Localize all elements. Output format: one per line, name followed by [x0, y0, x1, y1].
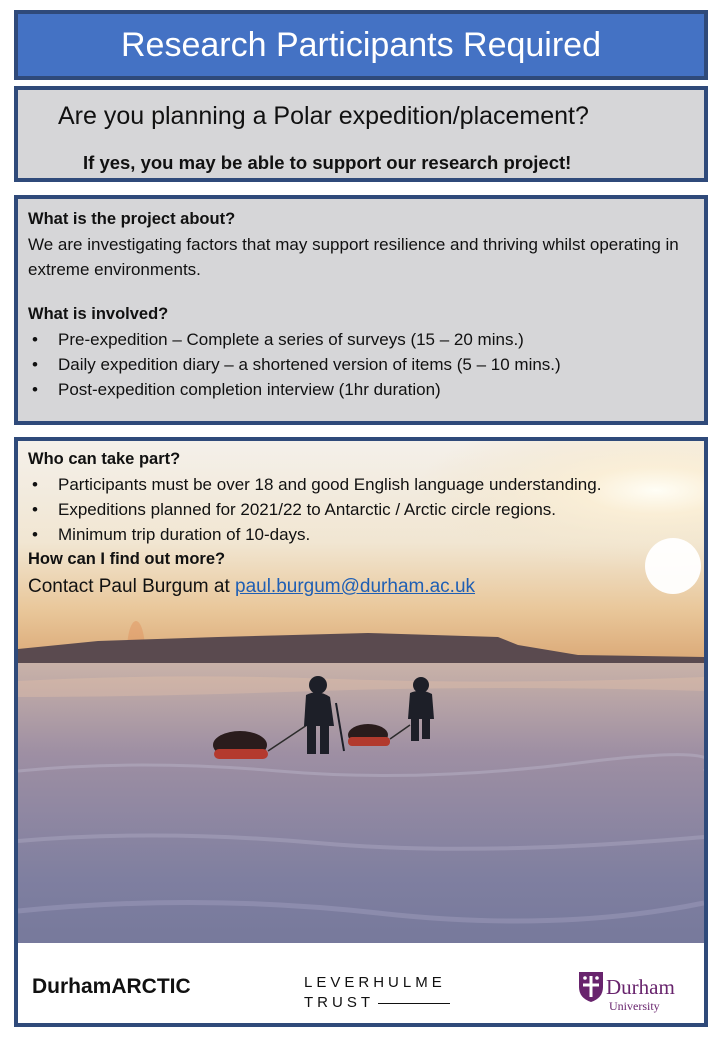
involved-item: • Daily expedition diary – a shortened version of items (5 – 10 mins.): [28, 352, 694, 377]
contact-prefix: Contact Paul Burgum at: [28, 576, 235, 597]
intro-question: Are you planning a Polar expedition/placement?: [58, 102, 589, 130]
durham-name: Durham: [606, 975, 675, 999]
durham-sub: University: [609, 999, 660, 1013]
eligibility-item: • Expeditions planned for 2021/22 to Antarctic / Arctic circle regions.: [28, 497, 601, 522]
page-title: Research Participants Required: [120, 26, 602, 64]
durham-crest-icon: [578, 971, 604, 1003]
eligibility-list: [28, 472, 601, 547]
involved-list: [28, 327, 694, 402]
eligibility-item: • Minimum trip duration of 10-days.: [28, 522, 601, 547]
involved-heading: What is involved?: [28, 305, 169, 323]
leverhulme-logo-line2: TRUST: [304, 994, 374, 1011]
involved-item: • Pre-expedition – Complete a series of surveys (15 – 20 mins.): [28, 327, 694, 352]
contact-email-link[interactable]: paul.burgum@durham.ac.uk: [235, 576, 476, 597]
eligibility-heading: Who can take part?: [28, 450, 181, 468]
leverhulme-logo-line1: LEVERHULME: [304, 974, 446, 991]
logo-bar: [18, 943, 704, 1023]
eligibility-item: • Participants must be over 18 and good English language understanding.: [28, 472, 601, 497]
title-banner: [14, 10, 708, 80]
project-info-panel: [14, 195, 708, 425]
durham-arctic-logo: DurhamARCTIC: [32, 975, 191, 998]
photo-panel: [14, 437, 708, 1027]
involved-item: • Post-expedition completion interview (1hr duration): [28, 377, 694, 402]
about-text: We are investigating factors that may support resilience and thriving whilst operating in extreme environments.: [28, 235, 679, 279]
intro-panel: [14, 86, 708, 182]
intro-subline: If yes, you may be able to support our research project!: [83, 152, 572, 173]
more-heading: How can I find out more?: [28, 550, 226, 568]
participation-info: [28, 447, 601, 599]
about-heading: What is the project about?: [28, 210, 236, 228]
contact-line: [28, 574, 601, 599]
durham-university-logo: [578, 971, 675, 1013]
leverhulme-trust-logo: [304, 973, 450, 1013]
